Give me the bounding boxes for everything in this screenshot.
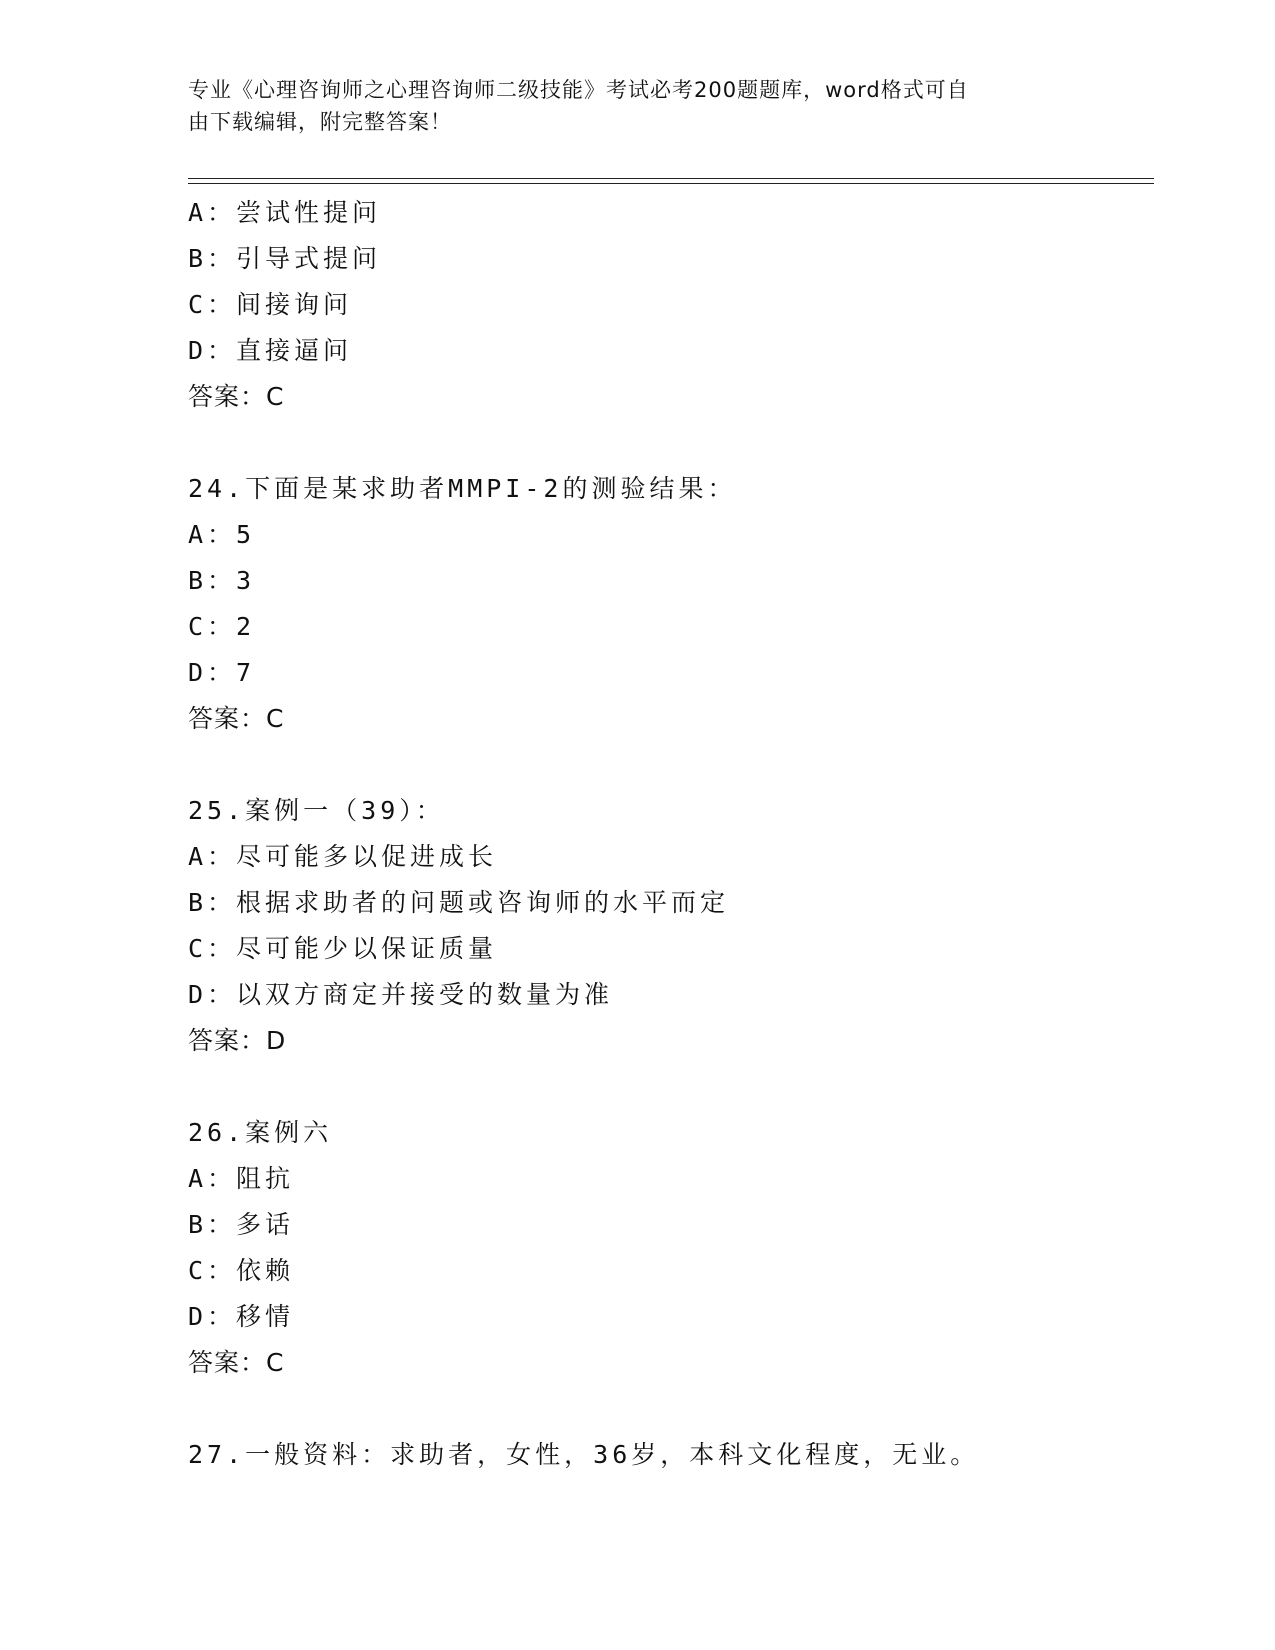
option-c: C：依赖 [188,1256,295,1285]
option-d: D：以双方商定并接受的数量为准 [188,980,614,1009]
header-line-1: 专业《心理咨询师之心理咨询师二级技能》考试必考200题题库，word格式可自 [188,78,969,102]
option-c: C：间接询问 [188,290,353,319]
question-block-26 [188,1110,1154,1386]
option-b: B：多话 [188,1210,295,1239]
header-rule-top [188,178,1154,179]
question-stem: 25.案例一（39）： [188,796,445,825]
question-stem: 26.案例六 [188,1118,333,1147]
option-d: D：7 [188,658,256,687]
answer-line: 答案：D [188,1026,287,1055]
option-a: A：阻抗 [188,1164,295,1193]
question-block-24 [188,466,1154,742]
question-block-25 [188,788,1154,1064]
answer-line: 答案：C [188,704,285,733]
header-line-2: 由下载编辑，附完整答案！ [188,110,452,134]
option-b: B：3 [188,566,256,595]
option-c: C：2 [188,612,256,641]
question-stem: 24.下面是某求助者MMPI-2的测验结果： [188,474,737,503]
option-b: B：引导式提问 [188,244,382,273]
option-d: D：移情 [188,1302,295,1331]
option-a: A：5 [188,520,256,549]
option-c: C：尽可能少以保证质量 [188,934,498,963]
question-block-prev [188,190,1154,420]
option-a: A：尽可能多以促进成长 [188,842,498,871]
question-list [188,190,1154,1478]
option-d: D：直接逼问 [188,336,353,365]
header-rule-bottom [188,183,1154,184]
question-block-27 [188,1432,1154,1478]
option-b: B：根据求助者的问题或咨询师的水平而定 [188,888,730,917]
document-header [188,74,1068,138]
answer-line: 答案：C [188,382,285,411]
option-a: A：尝试性提问 [188,198,382,227]
answer-line: 答案：C [188,1348,285,1377]
question-stem: 27.一般资料：求助者，女性，36岁，本科文化程度，无业。 [188,1440,980,1469]
